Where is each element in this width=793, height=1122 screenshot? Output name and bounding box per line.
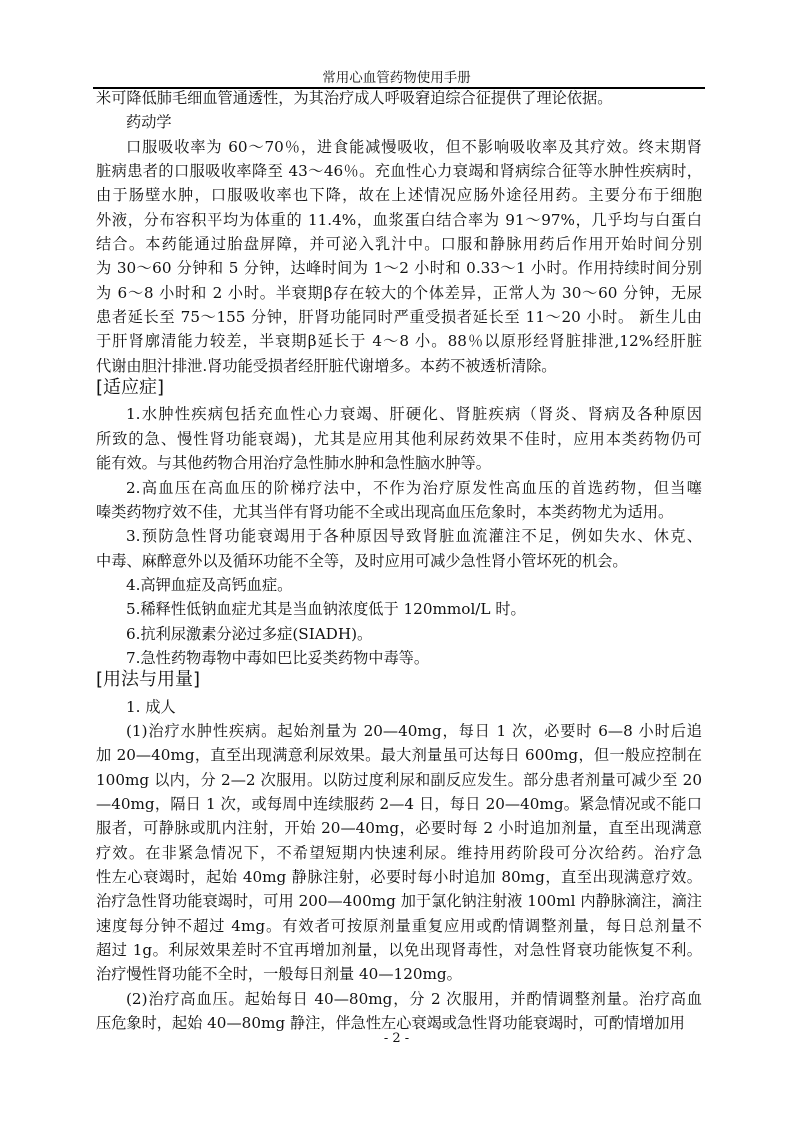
paragraph (96, 622, 702, 646)
text-line: 6.抗利尿激素分泌过多症(SIADH)。 (126, 624, 373, 643)
paragraph (96, 86, 702, 110)
running-header: 常用心血管药物使用手册 (322, 70, 471, 86)
text-line: 100mg 以内，分 2—2 次服用。以防过度利尿和副反应发生。部分患者剂量可减少至 20 (96, 770, 702, 789)
text-line: 速度每分钟不超过 4mg。有效者可按原剂量重复应用或酌情调整剂量，每日总剂量不 (96, 916, 702, 935)
paragraph (96, 597, 702, 621)
text-line: 加 20—40mg，直至出现满意利尿效果。最大剂量虽可达每日 600mg，但一般应控制在 (96, 746, 702, 765)
text-line: 由于肠壁水肿，口服吸收率也下降，故在上述情况应肠外途径用药。主要分布于细胞 (96, 186, 702, 205)
paragraph (96, 719, 702, 987)
text-line: 超过 1g。利尿效果差时不宜再增加剂量，以免出现肾毒性，对急性肾衰功能恢复不利。 (96, 941, 702, 960)
text-line: 外液，分布容积平均为体重的 11.4%，血浆蛋白结合率为 91～97%，几乎均与白蛋白 (96, 210, 702, 229)
section-heading (96, 378, 702, 402)
text-line: (2)治疗高血压。起始每日 40—80mg，分 2 次服用，并酌情调整剂量。治疗高血 (126, 989, 702, 1008)
text-line: 性左心衰竭时，起始 40mg 静脉注射，必要时每小时追加 80mg，直至出现满意疗效。 (96, 868, 702, 886)
text-line: 1.水肿性疾病包括充血性心力衰竭、肝硬化、肾脏疾病（肾炎、肾病及各种原因 (126, 405, 702, 424)
text-line: 为 6～8 小时和 2 小时。半衰期β存在较大的个体差异，正常人为 30～60 分钟，无尿 (96, 283, 702, 302)
text-line: 所致的急、慢性肾功能衰竭)，尤其是应用其他利尿药效果不佳时，应用本类药物仍可 (96, 429, 702, 448)
heading-text: [适应症] (96, 377, 165, 399)
section-heading (96, 670, 702, 694)
paragraph (96, 110, 702, 134)
text-line: 4.高钾血症及高钙血症。 (126, 575, 293, 594)
text-line: 5.稀释性低钠血症尤其是当血钠浓度低于 120mmol/L 时。 (126, 600, 526, 619)
text-line: 1. 成人 (126, 697, 176, 716)
text-line: 3.预防急性肾功能衰竭用于各种原因导致肾脏血流灌注不足，例如失水、休克、 (126, 527, 702, 546)
text-line: 7.急性药物毒物中毒如巴比妥类药物中毒等。 (126, 648, 430, 667)
text-line: 结合。本药能通过胎盘屏障，并可泌入乳汁中。口服和静脉用药后作用开始时间分别 (96, 235, 702, 254)
text-line: 压危象时，起始 40—80mg 静注，伴急性左心衰竭或急性肾功能衰竭时，可酌情增加用 (96, 1014, 685, 1033)
text-line: 药动学 (126, 113, 172, 132)
text-line: 于肝肾廓清能力较差，半衰期β延长于 4～8 小。88％以原形经肾脏排泄,12%经肝脏 (96, 332, 702, 351)
document-body (96, 86, 702, 1035)
text-line: 代谢由胆汁排泄.肾功能受损者经肝脏代谢增多。本药不被透析清除。 (96, 356, 557, 375)
text-line: 能有效。与其他药物合用治疗急性肺水肿和急性脑水肿等。 (96, 454, 491, 473)
paragraph (96, 476, 702, 525)
text-line: 2.高血压在高血压的阶梯疗法中，不作为治疗原发性高血压的首选药物，但当噻 (126, 478, 702, 497)
paragraph (96, 695, 702, 719)
text-line: 口服吸收率为 60～70％，进食能减慢吸收，但不影响吸收率及其疗效。终末期肾 (126, 137, 702, 156)
text-line: 患者延长至 75～155 分钟，肝肾功能同时严重受损者延长至 11～20 小时。 新生儿由 (96, 308, 702, 327)
text-line: (1)治疗水肿性疾病。起始剂量为 20—40mg，每日 1 次，必要时 6—8 小时后追 (126, 721, 702, 740)
text-line: 中毒、麻醉意外以及循环功能不全等，及时应用可减少急性肾小管坏死的机会。 (96, 551, 628, 570)
text-line: 嗪类药物疗效不佳，尤其当伴有肾功能不全或出现高血压危象时，本类药物尤为适用。 (96, 502, 674, 521)
paragraph (96, 646, 702, 670)
text-line: 疗效。在非紧急情况下，不希望短期内快速利尿。维持用药阶段可分次给药。治疗急 (96, 843, 702, 862)
heading-text: [用法与用量] (96, 669, 201, 691)
text-line: —40mg，隔日 1 次，或每周中连续服药 2—4 日，每日 20—40mg。紧急情况或不能口 (96, 794, 702, 813)
paragraph (96, 573, 702, 597)
text-line: 服者，可静脉或肌内注射，开始 20—40mg，必要时每 2 小时追加剂量，直至出现满意 (96, 819, 702, 838)
paragraph (96, 524, 702, 573)
text-line: 治疗急性肾功能衰竭时，可用 200—400mg 加于氯化钠注射液 100ml 内静脉滴注，滴注 (96, 892, 702, 911)
page-number: - 2 - (383, 1031, 410, 1046)
text-line: 治疗慢性肾功能不全时，一般每日剂量 40—120mg。 (96, 965, 462, 984)
text-line: 米可降低肺毛细血管通透性，为其治疗成人呼吸窘迫综合征提供了理论依据。 (96, 89, 613, 107)
paragraph (96, 987, 702, 1036)
text-line: 脏病患者的口服吸收率降至 43～46％。充血性心力衰竭和肾病综合征等水肿性疾病时， (96, 162, 702, 181)
paragraph (96, 402, 702, 475)
paragraph (96, 135, 702, 378)
text-line: 为 30～60 分钟和 5 分钟，达峰时间为 1～2 小时和 0.33～1 小时。作用持续时间分别 (96, 259, 702, 278)
